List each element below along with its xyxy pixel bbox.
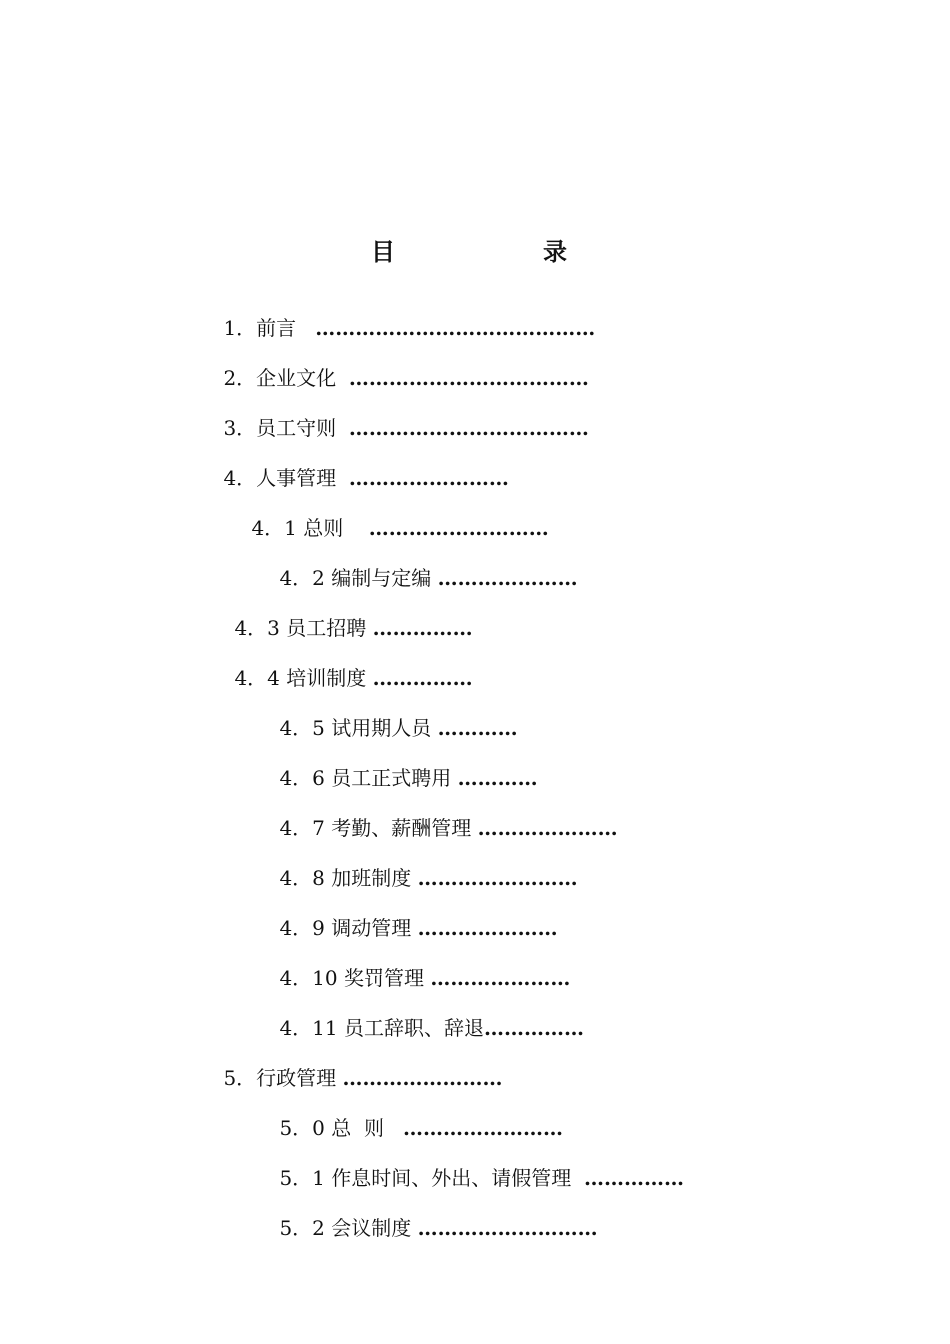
dot-leader: ………………………………: [348, 366, 589, 390]
toc-entry-5-0[interactable]: 5．0 总 则 ……………………: [279, 1116, 564, 1140]
dot-leader: ……………………: [342, 1066, 503, 1090]
toc-entry-4-5[interactable]: 4．5 试用期人员 …………: [279, 716, 518, 740]
dot-leader: ……………: [583, 1166, 684, 1190]
toc-entry-5-2[interactable]: 5．2 会议制度 ………………………: [279, 1216, 598, 1240]
toc-entry-4-10[interactable]: 4．10 奖罚管理 …………………: [279, 966, 571, 990]
dot-leader: ………………………………: [348, 416, 589, 440]
toc-entry-4-4[interactable]: 4．4 培训制度 ……………: [234, 666, 473, 690]
dot-leader: …………………: [437, 566, 578, 590]
toc-entry-4-9[interactable]: 4．9 调动管理 …………………: [279, 916, 558, 940]
dot-leader: ……………: [372, 666, 473, 690]
dot-leader: …………: [437, 716, 518, 740]
toc-entry-4-2[interactable]: 4．2 编制与定编 …………………: [279, 566, 578, 590]
dot-leader: …………………: [430, 966, 571, 990]
toc-title: 目 录: [371, 237, 629, 266]
toc-entry-employee-code[interactable]: 3．员工守则 ………………………………: [223, 416, 589, 440]
toc-entry-4-3[interactable]: 4．3 员工招聘 ……………: [234, 616, 473, 640]
dot-leader: ……………………………………: [315, 316, 596, 340]
dot-leader: ……………………: [403, 1116, 564, 1140]
dot-leader: ……………: [483, 1016, 584, 1040]
toc-entry-hr-management[interactable]: 4．人事管理 ……………………: [223, 466, 509, 490]
toc-entry-preface[interactable]: 1．前言 ……………………………………: [223, 316, 596, 340]
toc-entry-4-1[interactable]: 4．1 总则 ………………………: [251, 516, 549, 540]
dot-leader: ………………………: [368, 516, 549, 540]
dot-leader: ………………………: [417, 1216, 598, 1240]
toc-entry-4-7[interactable]: 4．7 考勤、薪酬管理 …………………: [279, 816, 618, 840]
dot-leader: …………………: [417, 916, 558, 940]
toc-entry-corporate-culture[interactable]: 2．企业文化 ………………………………: [223, 366, 589, 390]
toc-entry-4-8[interactable]: 4．8 加班制度 ……………………: [279, 866, 578, 890]
dot-leader: ……………………: [348, 466, 509, 490]
dot-leader: ……………………: [417, 866, 578, 890]
dot-leader: ……………: [372, 616, 473, 640]
toc-entry-admin-management[interactable]: 5．行政管理 ……………………: [223, 1066, 503, 1090]
dot-leader: …………………: [477, 816, 618, 840]
toc-entry-5-1[interactable]: 5．1 作息时间、外出、请假管理 ……………: [279, 1166, 684, 1190]
toc-entry-4-11[interactable]: 4．11 员工辞职、辞退……………: [279, 1016, 584, 1040]
dot-leader: …………: [457, 766, 538, 790]
toc-entry-4-6[interactable]: 4．6 员工正式聘用 …………: [279, 766, 538, 790]
